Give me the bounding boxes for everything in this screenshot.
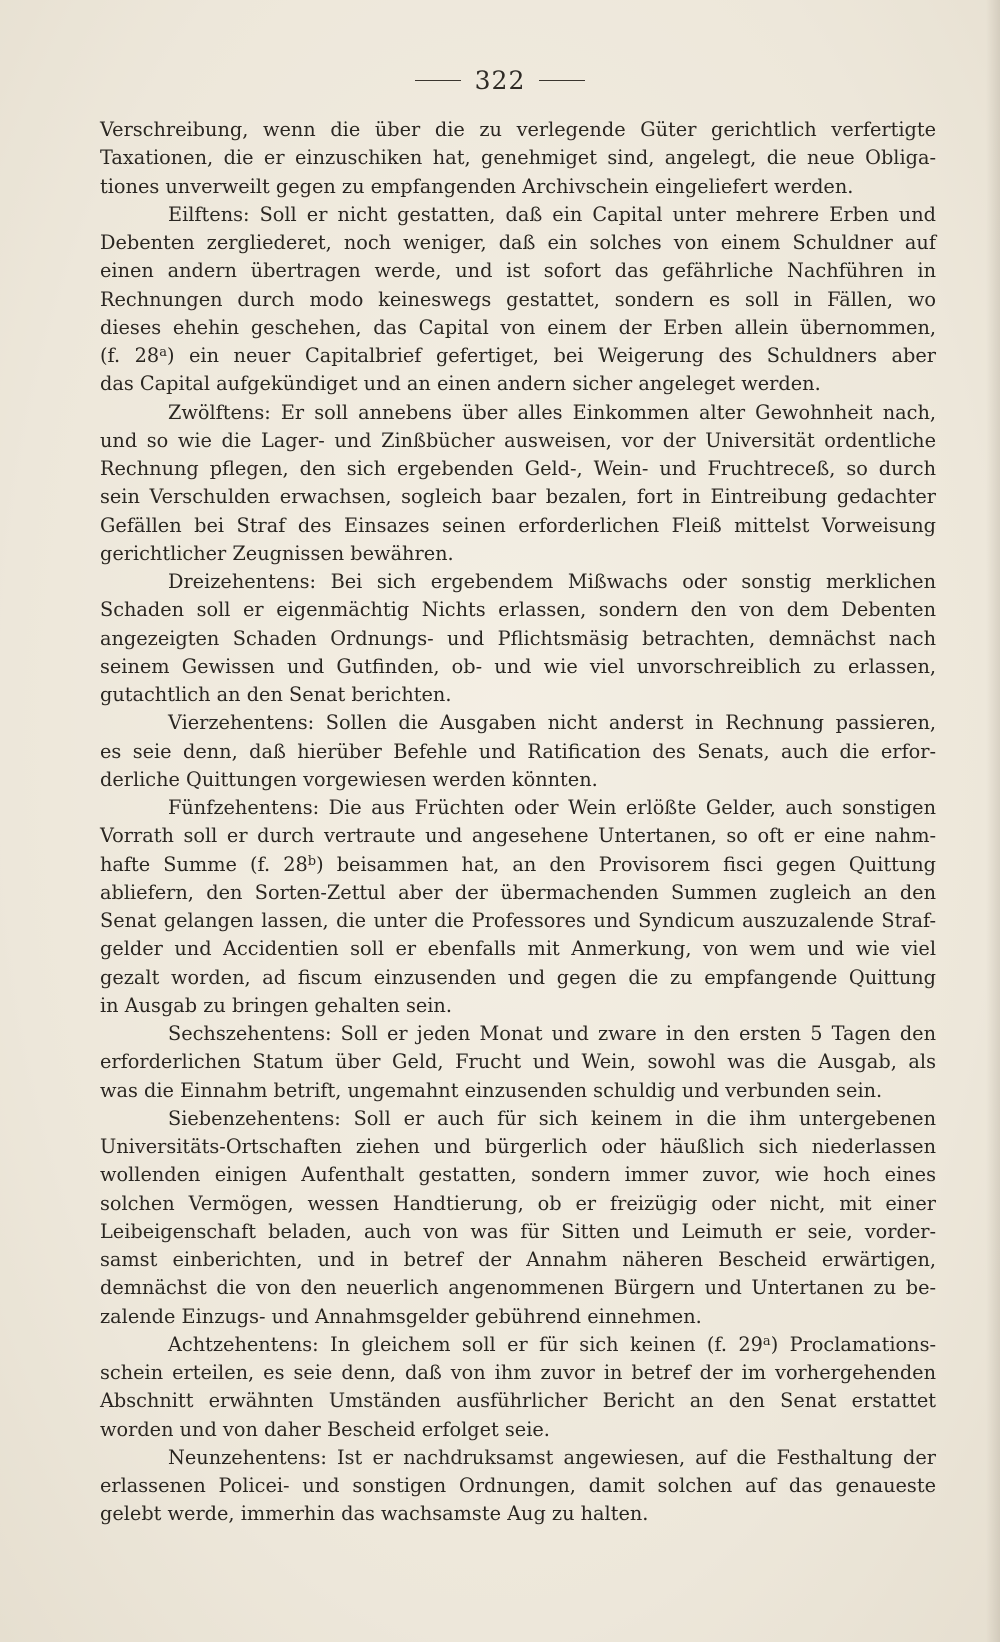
folio-superscript: a <box>762 1333 771 1349</box>
line-text: tiones unverweilt gegen zu empfangenden Archivschein eingeliefert werden. <box>100 174 854 198</box>
text-line <box>100 483 936 511</box>
text-line <box>100 935 936 963</box>
text-line <box>100 1387 936 1415</box>
header-dash-left <box>415 80 461 81</box>
text-line <box>100 540 936 568</box>
line-text: gelder und Accidentien soll er ebenfalls mit Anmerkung, von wem und wie viel <box>100 937 936 961</box>
text-line <box>100 709 936 737</box>
line-text: das Capital aufgekündiget und an einen andern sicher angeleget werden. <box>100 372 821 396</box>
line-text: abliefern, den Sorten-Zettul aber der übermachenden Summen zugleich an den <box>100 880 936 904</box>
text-line <box>100 455 936 483</box>
text-line <box>100 370 936 398</box>
text-line <box>100 1303 936 1331</box>
text-line <box>100 794 936 822</box>
text-line <box>100 342 936 370</box>
text-line <box>100 1444 936 1472</box>
line-text: Schaden soll er eigenmächtig Nichts erlassen, sondern den von dem Debenten <box>100 598 936 622</box>
line-text: angezeigten Schaden Ordnungs- und Pflichtsmäsig betrachten, demnächst nach <box>100 626 936 650</box>
line-text: Rechnungen durch modo keineswegs gestattet, sondern es soll in Fällen, wo <box>100 287 936 311</box>
text-line <box>100 1246 936 1274</box>
text-line <box>100 568 936 596</box>
text-line <box>100 512 936 540</box>
text-line <box>100 596 936 624</box>
line-text: hafte Summe (f. 28 <box>100 852 308 876</box>
text-line <box>100 257 936 285</box>
text-line <box>100 1416 936 1444</box>
line-text: gelebt werde, immerhin das wachsamste Aug zu halten. <box>100 1502 649 1526</box>
header-dash-right <box>539 80 585 81</box>
line-text: und so wie die Lager- und Zinßbücher ausweisen, vor der Universität ordentliche <box>100 428 936 452</box>
line-text: Neunzehentens: Ist er nachdruksamst angewiesen, auf die Festhaltung der <box>168 1445 936 1469</box>
text-line <box>100 625 936 653</box>
line-text: Universitäts-Ortschaften ziehen und bürgerlich oder häußlich sich niederlassen <box>100 1135 936 1158</box>
line-text: worden und von daher Bescheid erfolget seie. <box>100 1417 550 1441</box>
line-text: einen andern übertragen werde, und ist sofort das gefährliche Nachführen in <box>100 259 936 283</box>
line-text: Debenten zergliederet, noch weniger, daß ein solches von einem Schuldner auf <box>100 231 936 254</box>
text-line <box>100 1359 936 1387</box>
line-text: Dreizehentens: Bei sich ergebendem Mißwachs oder sonstig merklichen <box>168 570 936 593</box>
line-text: Zwölftens: Er soll annebens über alles Einkommen alter Gewohnheit nach, <box>168 400 936 424</box>
text-line <box>100 399 936 427</box>
text-line <box>100 738 936 766</box>
line-text: samst einberichten, und in betref der Annahm näheren Bescheid erwärtigen, <box>100 1248 936 1271</box>
text-line <box>100 1218 936 1246</box>
line-text: Eilftens: Soll er nicht gestatten, daß ein Capital unter mehrere Erben und <box>168 202 936 226</box>
line-text: Siebenzehentens: Soll er auch für sich keinem in die ihm untergebenen <box>168 1106 936 1130</box>
line-text: Sechszehentens: Soll er jeden Monat und zware in den ersten 5 Tagen den <box>168 1022 936 1045</box>
text-line <box>100 1020 936 1048</box>
line-text: Rechnung pflegen, den sich ergebenden Geld-, Wein- und Fruchtreceß, so durch <box>100 457 936 480</box>
line-text: dieses ehehin geschehen, das Capital von einem der Erben allein übernommen, <box>100 315 936 339</box>
line-text: Taxationen, die er einzuschiken hat, genehmiget sind, angelegt, die neue Obliga- <box>100 146 936 170</box>
text-line <box>100 1105 936 1133</box>
page-number: 322 <box>474 66 526 95</box>
text-line <box>100 653 936 681</box>
text-line <box>100 144 936 172</box>
text-line <box>100 1472 936 1500</box>
text-line <box>100 822 936 850</box>
line-text: Fünfzehentens: Die aus Früchten oder Wein erlößte Gelder, auch sonstigen <box>168 796 936 819</box>
line-text: seinem Gewissen und Gutfinden, ob- und wie viel unvorschreiblich zu erlassen, <box>100 654 936 678</box>
line-text: schein erteilen, es seie denn, daß von ihm zuvor in betref der im vorhergehenden <box>100 1361 936 1384</box>
text-line <box>100 1077 936 1105</box>
text-line <box>100 229 936 257</box>
line-text: wollenden einigen Aufenthalt gestatten, sondern immer zuvor, wie hoch eines <box>100 1163 936 1187</box>
line-text: Leibeigenschaft beladen, auch von was für Sitten und Leimuth er seie, vorder- <box>100 1219 936 1243</box>
text-line <box>100 1133 936 1161</box>
text-line <box>100 907 936 935</box>
line-text: demnächst die von den neuerlich angenommenen Bürgern und Untertanen zu be- <box>100 1276 936 1300</box>
line-text: Senat gelangen lassen, die unter die Professores und Syndicum auszuzalende Straf- <box>100 909 936 932</box>
text-line <box>100 851 936 879</box>
text-line <box>100 286 936 314</box>
folio-superscript: a <box>159 345 167 360</box>
line-text: Vierzehentens: Sollen die Ausgaben nicht anderst in Rechnung passieren, <box>168 711 936 735</box>
line-text: erforderlichen Statum über Geld, Frucht und Wein, sowohl was die Ausgab, als <box>100 1050 936 1074</box>
line-text: Gefällen bei Straf des Einsazes seinen erforderlichen Fleiß mittelst Vorweisung <box>100 513 936 537</box>
line-text: Vorrath soll er durch vertraute und angesehene Untertanen, so oft er eine nahm- <box>100 824 936 848</box>
text-line <box>100 1048 936 1076</box>
text-line <box>100 427 936 455</box>
line-text-continued: ) beisammen hat, an den Provisorem fisci gegen Quittung <box>316 852 936 876</box>
line-text: solchen Vermögen, wessen Handtierung, ob er freizügig oder nicht, mit einer <box>100 1191 936 1215</box>
folio-superscript: b <box>307 853 317 869</box>
body-text <box>100 116 936 1529</box>
text-line <box>100 116 936 144</box>
text-line <box>100 1500 936 1528</box>
line-text: was die Einnahm betrift, ungemahnt einzusenden schuldig und verbunden sein. <box>100 1078 883 1102</box>
text-line <box>100 766 936 794</box>
line-text: in Ausgab zu bringen gehalten sein. <box>100 993 452 1017</box>
line-text: Abschnitt erwähnten Umständen ausführlicher Bericht an den Senat erstattet <box>100 1389 936 1413</box>
line-text: gutachtlich an den Senat berichten. <box>100 683 452 706</box>
line-text-continued: ) ein neuer Capitalbrief gefertiget, bei Weigerung des Schuldners aber <box>166 344 937 367</box>
text-line <box>100 681 936 709</box>
text-line <box>100 1161 936 1189</box>
page-header <box>0 66 1000 95</box>
line-text: es seie denn, daß hierüber Befehle und Ratification des Senats, auch die erfor- <box>100 739 936 763</box>
line-text: erlassenen Policei- und sonstigen Ordnungen, damit solchen auf das genaueste <box>100 1474 936 1497</box>
line-text: (f. 28 <box>100 344 160 367</box>
text-line <box>100 992 936 1020</box>
line-text: gerichtlicher Zeugnissen bewähren. <box>100 541 454 565</box>
text-line <box>100 314 936 342</box>
text-line <box>100 1331 936 1359</box>
text-line <box>100 879 936 907</box>
page-edge-shadow <box>986 0 1000 1642</box>
line-text: derliche Quittungen vorgewiesen werden könnten. <box>100 767 598 791</box>
line-text: gezalt worden, ad fiscum einzusenden und gegen die zu empfangende Quittung <box>100 965 936 989</box>
line-text: sein Verschulden erwachsen, sogleich baar bezalen, fort in Eintreibung gedachter <box>100 485 936 509</box>
text-line <box>100 173 936 201</box>
text-line <box>100 1190 936 1218</box>
text-line <box>100 201 936 229</box>
line-text: Verschreibung, wenn die über die zu verlegende Güter gerichtlich verfertigte <box>100 118 936 141</box>
text-line <box>100 1274 936 1302</box>
line-text-continued: ) Proclamations- <box>770 1332 936 1356</box>
text-line <box>100 964 936 992</box>
line-text: Achtzehentens: In gleichem soll er für sich keinen (f. 29 <box>168 1332 763 1356</box>
line-text: zalende Einzugs- und Annahmsgelder gebührend einnehmen. <box>100 1304 702 1328</box>
